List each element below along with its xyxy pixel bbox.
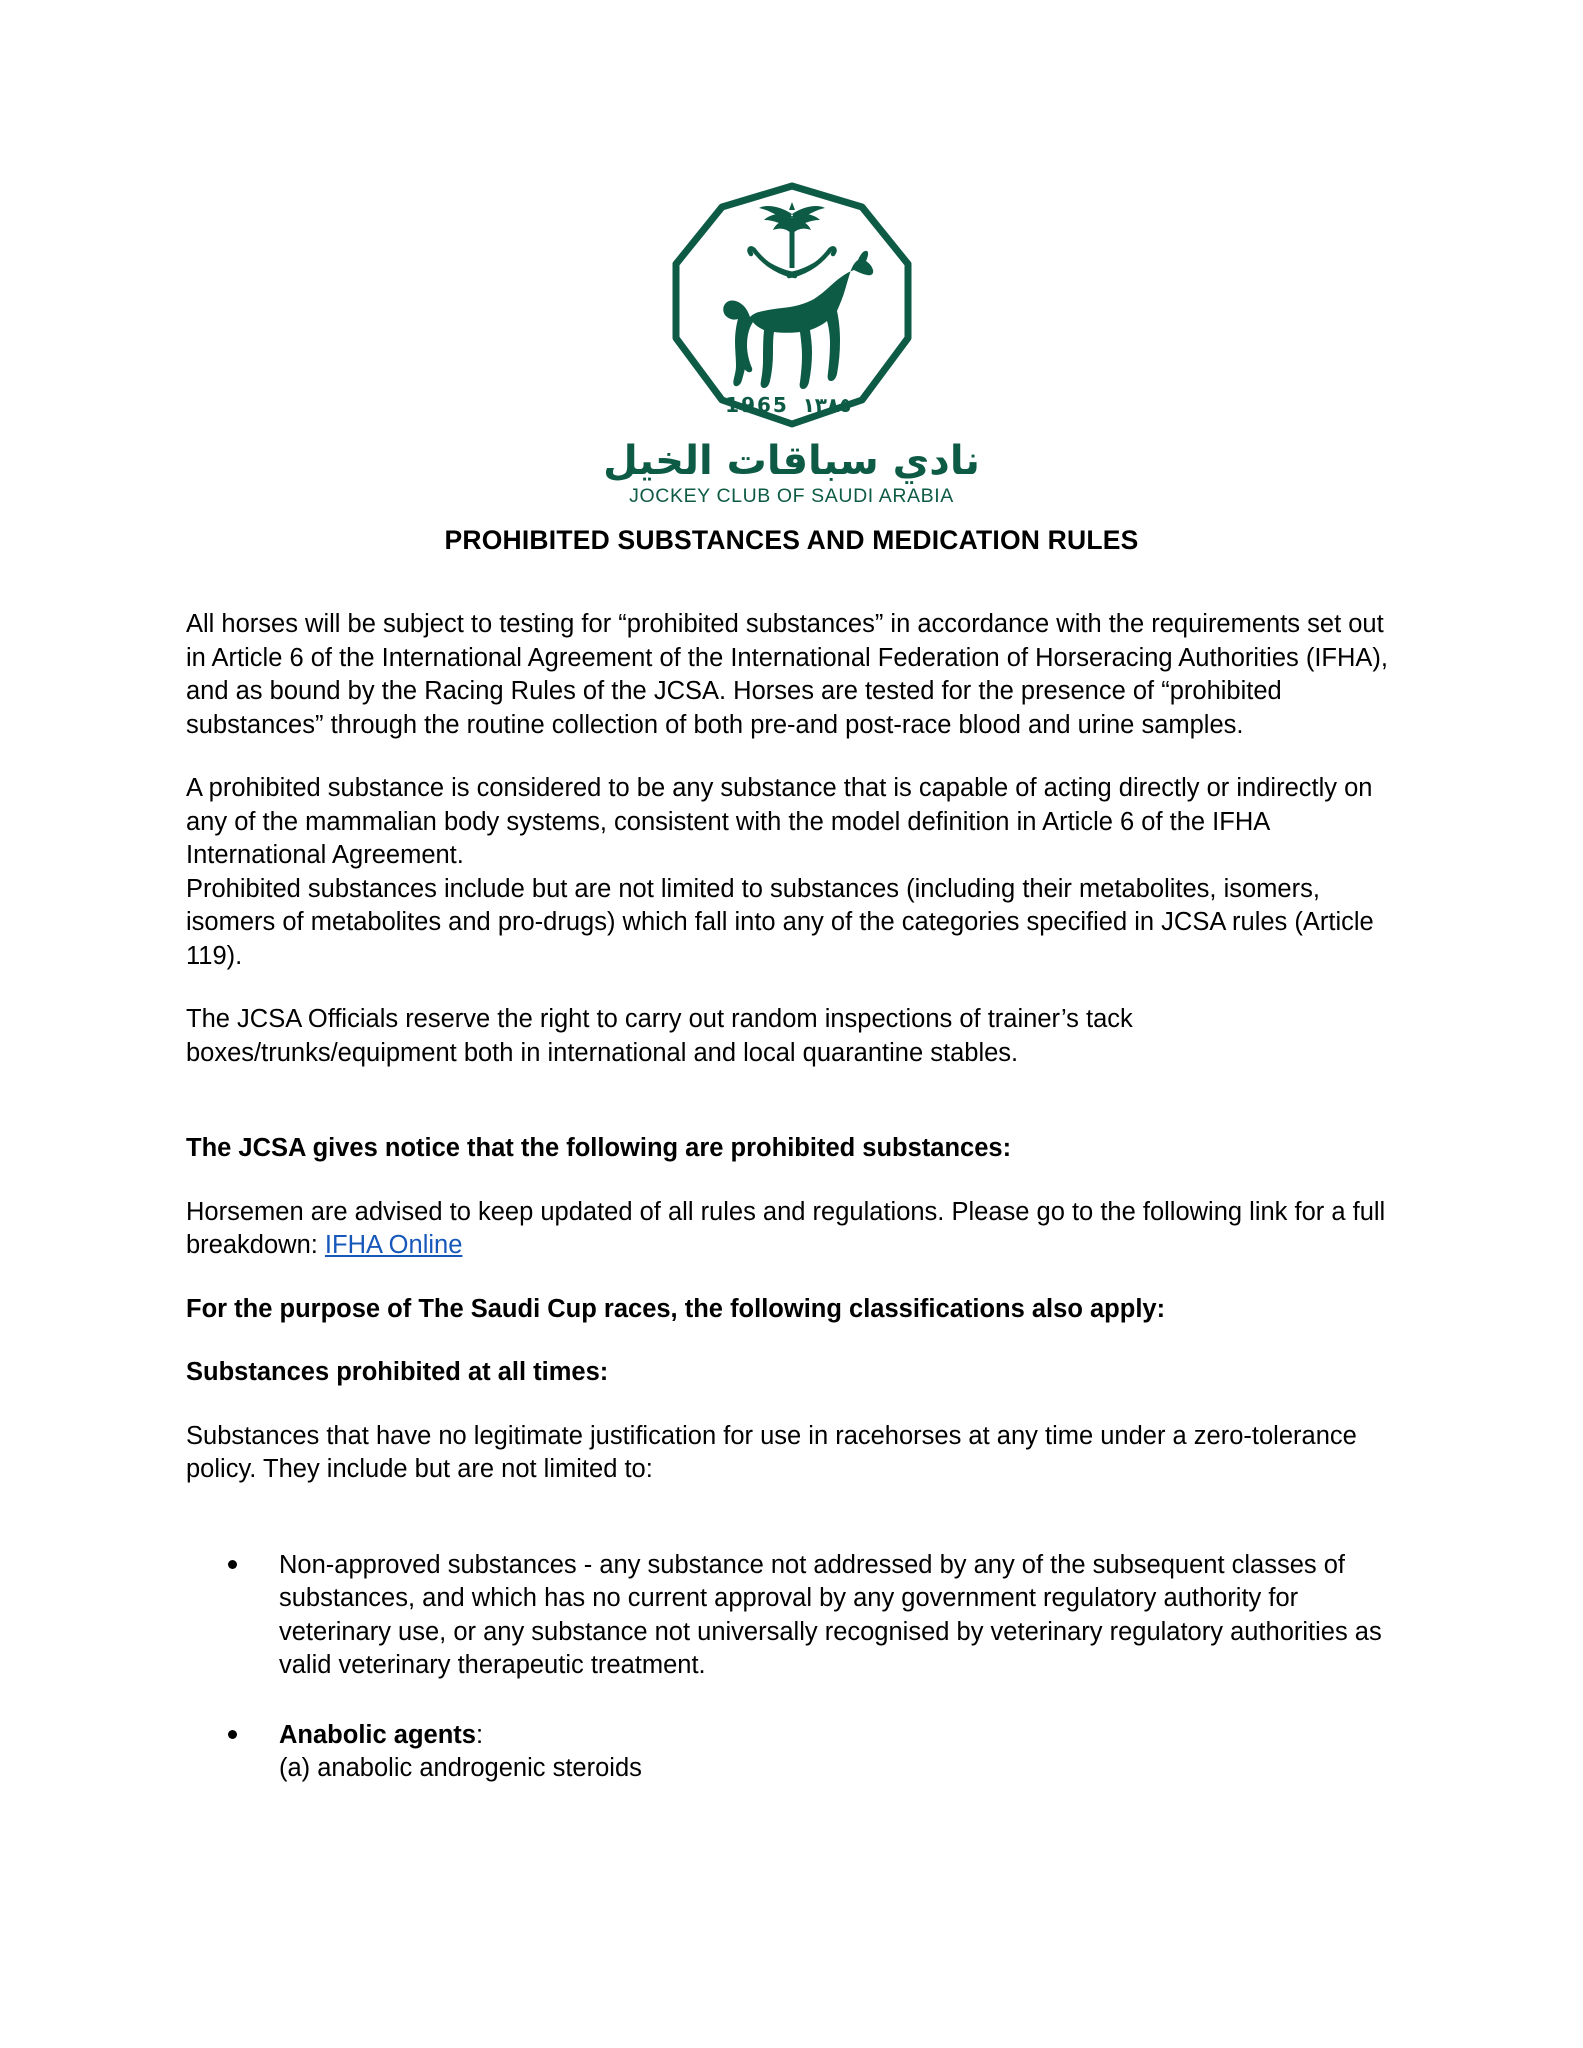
- logo-year-hijri: ١٣٨٥: [802, 393, 851, 417]
- list-item: [186, 1549, 1401, 1683]
- logo-arabic-name: نادي سباقات الخيل: [603, 438, 980, 484]
- paragraph-ifha-link: [186, 1196, 1401, 1263]
- paragraph-random-inspections: The JCSA Officials reserve the right to carry out random inspections of trainer’s tack boxes/trunks/equipment both in international and local quarantine stables.: [186, 1005, 1133, 1067]
- paragraph-zero-tolerance: Substances that have no legitimate justification for use in racehorses at any time under a zero-tolerance policy. They include but are not limited to:: [186, 1421, 1357, 1483]
- logo-year-latin: 1965: [724, 393, 789, 417]
- paragraph-prohibited-categories: Prohibited substances include but are not limited to substances (including their metabolites, isomers, isomers of metabolites and pro-drugs) which fall into any of the categories specified in JCSA rules (Article 119).: [186, 874, 1374, 970]
- heading-saudi-cup-classifications: For the purpose of The Saudi Cup races, the following classifications also apply:: [186, 1294, 1166, 1323]
- section-spacer: [186, 1100, 1401, 1132]
- list-item-subitem: (a) anabolic androgenic steroids: [279, 1754, 642, 1782]
- paragraph-testing-requirements: All horses will be subject to testing for “prohibited substances” in accordance with the requirements set out in Article 6 of the International Agreement of the International Federation of Horseracing Authorities (IFHA), and as bound by the Racing Rules of the JCSA. Horses are tested for the presence of “prohibited substances” through the routine collection of both pre-and post-race blood and urine samples.: [186, 610, 1388, 739]
- list-item-text: Non-approved substances - any substance not addressed by any of the subsequent classes of substances, and which has no current approval by any government regulatory authority for veterinary use, or any substance not universally recognised by veterinary regulatory authorities as valid veterinary therapeutic treatment.: [279, 1550, 1382, 1679]
- bullet-point-icon: [228, 1560, 237, 1569]
- document-body: [186, 608, 1401, 1822]
- heading-substances-all-times: Substances prohibited at all times:: [186, 1358, 609, 1386]
- list-item: [186, 1719, 1401, 1786]
- jcsa-logo: [0, 180, 1583, 508]
- list-item-lead: Anabolic agents: [279, 1720, 476, 1749]
- list-item-lead-suffix: :: [475, 1720, 484, 1749]
- link-intro-text: Horsemen are advised to keep updated of all rules and regulations. Please go to the following link for a full breakdown:: [186, 1197, 1386, 1259]
- paragraph-prohibited-definition: A prohibited substance is considered to be any substance that is capable of acting directly or indirectly on any of the mammalian body systems, consistent with the model definition in Article 6 of the IFHA International Agreement.: [186, 774, 1373, 869]
- heading-jcsa-notice: The JCSA gives notice that the following are prohibited substances:: [186, 1134, 1012, 1162]
- ifha-online-link[interactable]: IFHA Online: [324, 1231, 463, 1259]
- bullet-point-icon: [228, 1730, 237, 1739]
- jcsa-horse-emblem-icon: [662, 180, 922, 435]
- logo-latin-name: JOCKEY CLUB OF SAUDI ARABIA: [629, 485, 954, 507]
- list-spacer: [186, 1517, 1401, 1549]
- page-title: PROHIBITED SUBSTANCES AND MEDICATION RULES: [444, 524, 1139, 555]
- prohibited-substances-list: [186, 1549, 1401, 1786]
